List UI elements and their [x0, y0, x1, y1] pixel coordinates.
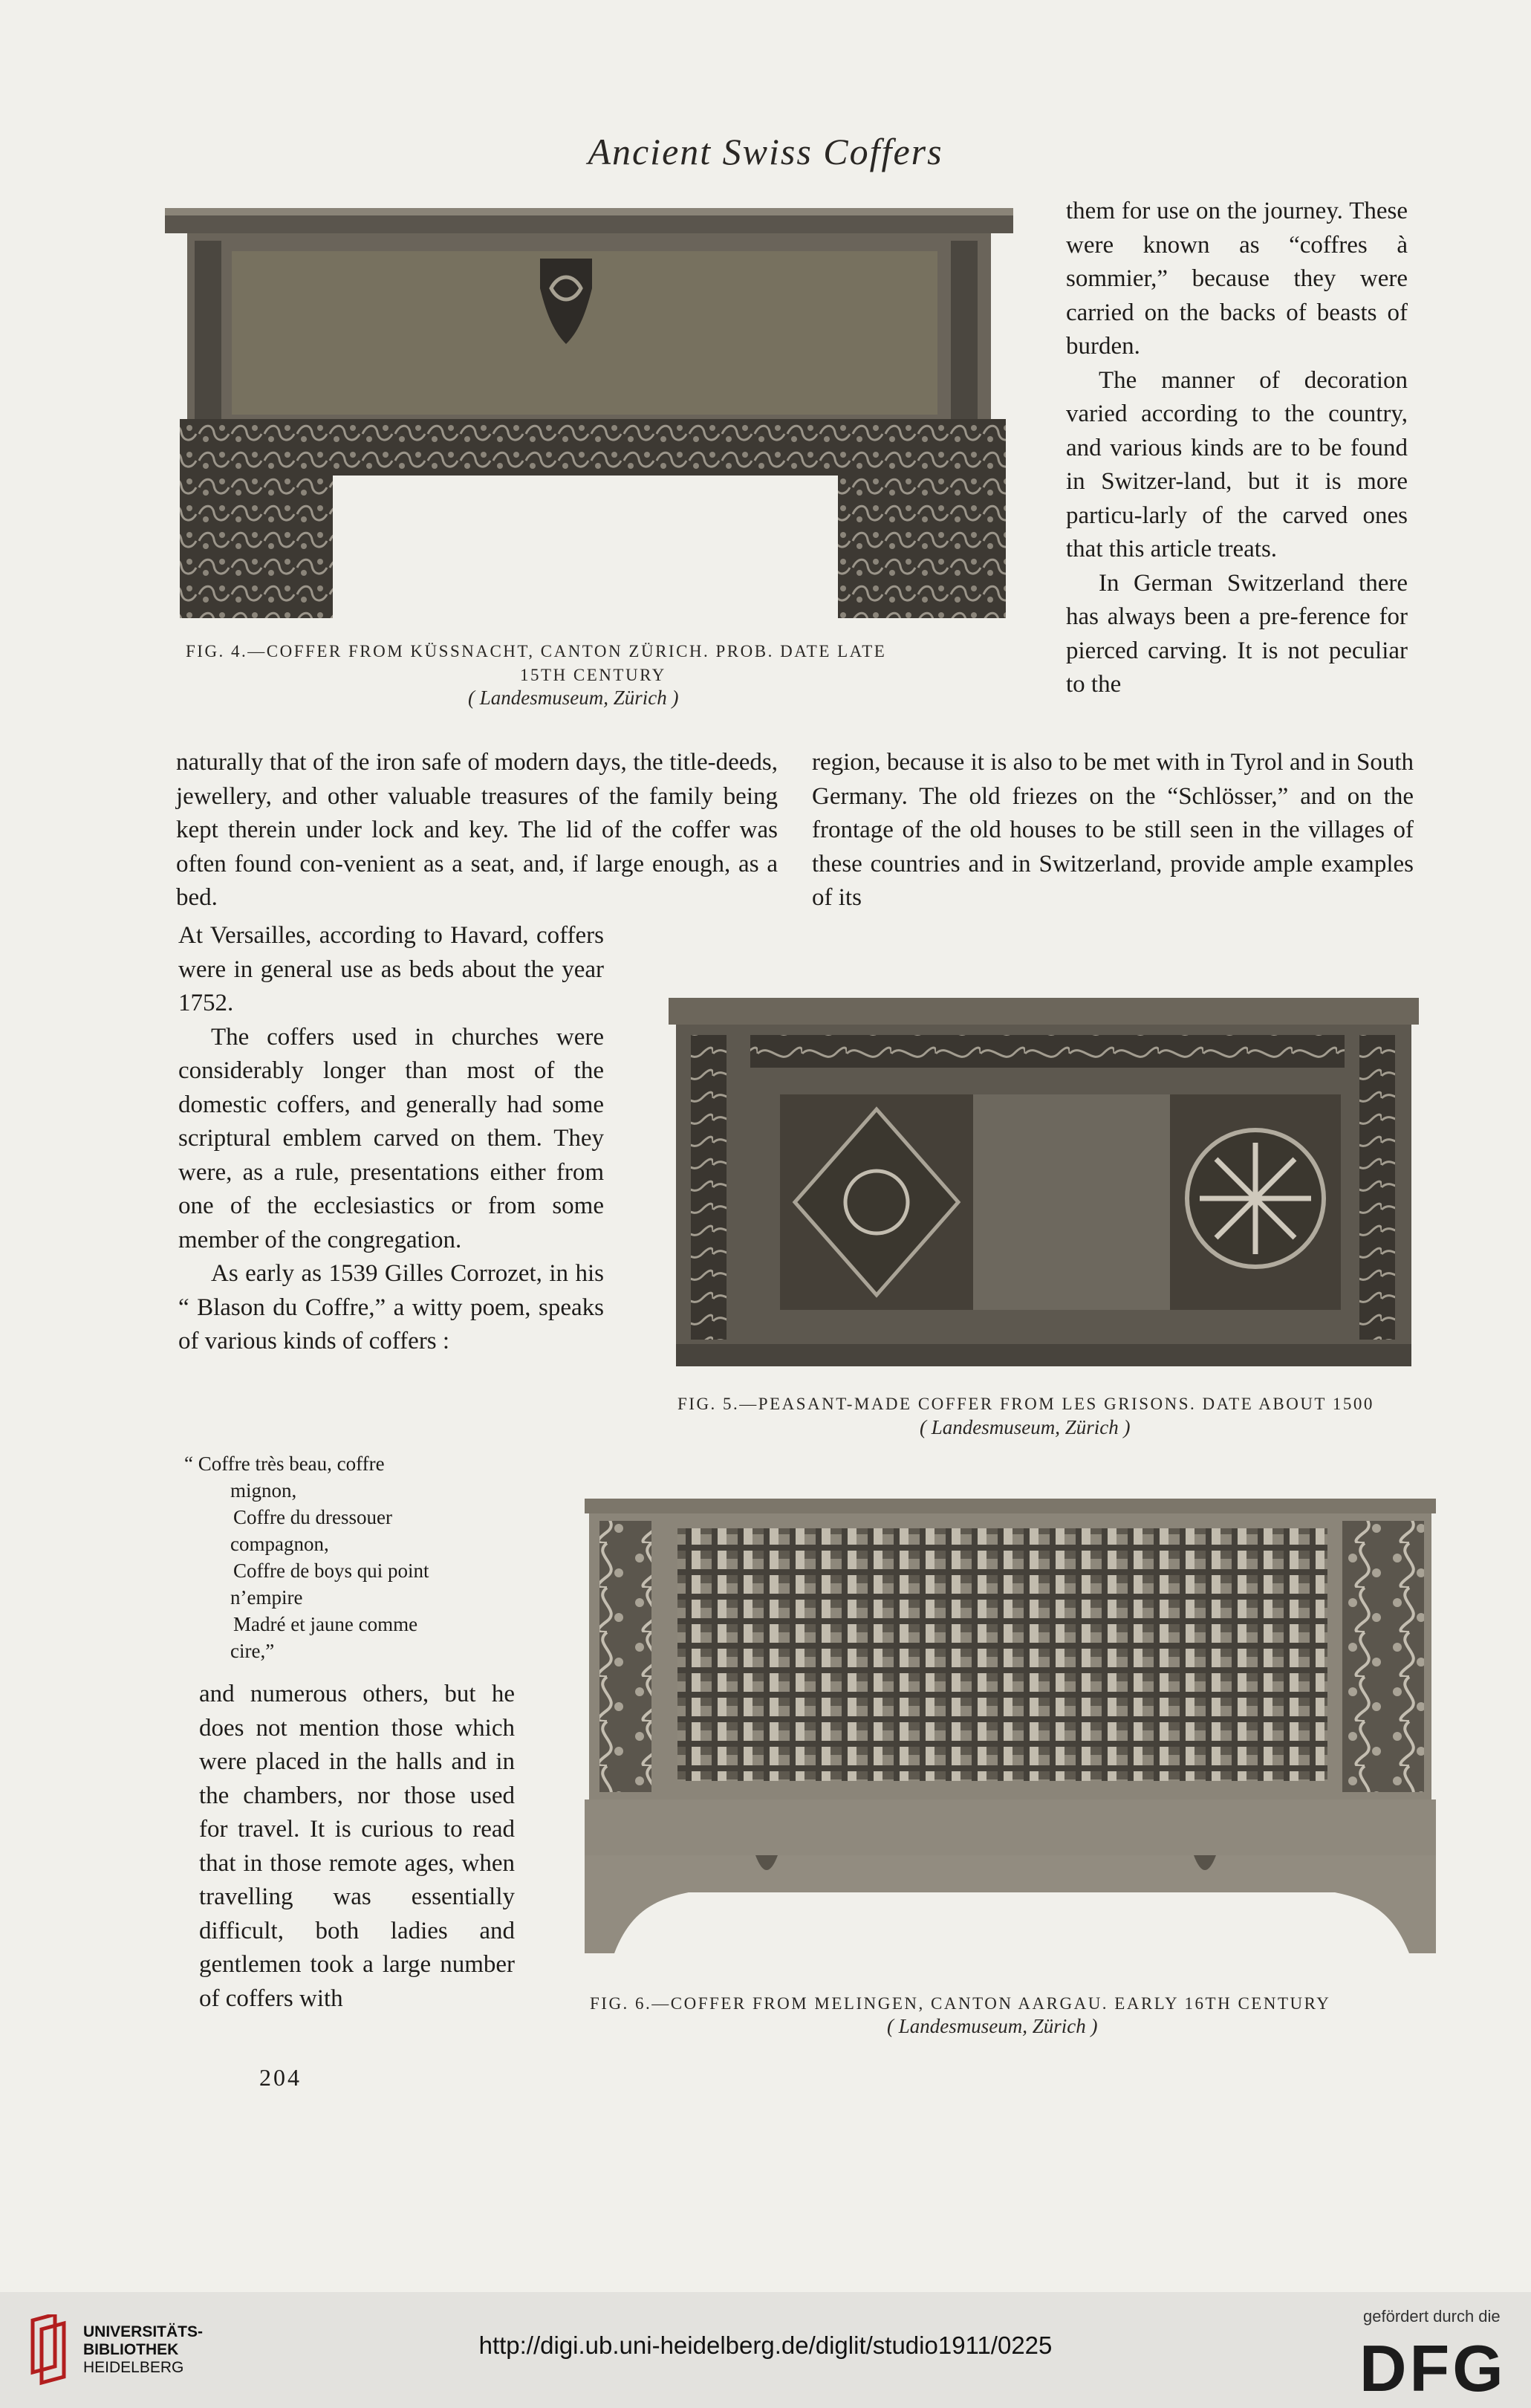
poem-line: Madré et jaune comme [233, 1613, 418, 1635]
fig6-credit: ( Landesmuseum, Zürich ) [887, 2015, 1098, 2037]
poem-line: Coffre du dressouer [233, 1506, 392, 1528]
paragraph: At Versailles, according to Havard, coffers were in general use as beds about the year 1752. [178, 922, 604, 1016]
left-column-paragraph: naturally that of the iron safe of modern days, the title-deeds, jewellery, and other valuable treasures of the family being kept therein under lock and key. The lid of the coffer was often found con-venient as a seat, and, if large enough, as a bed. [176, 749, 778, 911]
paragraph: The coffers used in churches were considerably longer than most of the domestic coffers, and generally had some scriptural emblem carved on them. They were, as a rule, presentations either from one of the ecclesiastics or from some member of the congregation. [178, 1023, 604, 1253]
paragraph: The manner of decoration varied according to the country, and various kinds are to be found in Switzer-land, but it is more particu-larly of the carved ones that this article treats. [1066, 366, 1408, 562]
page-number: 204 [259, 2064, 302, 2091]
poem-line: Coffre de boys qui point [233, 1560, 429, 1582]
poem-line: compagnon, [230, 1533, 329, 1555]
poem-line: “ Coffre très beau, coffre [184, 1453, 385, 1475]
poem-line: cire,” [230, 1640, 275, 1662]
dfg-logo: DFG [1359, 2331, 1506, 2405]
library-city: HEIDELBERG [83, 2359, 184, 2376]
fig4-credit: ( Landesmuseum, Zürich ) [468, 687, 679, 709]
fig5-credit: ( Landesmuseum, Zürich ) [920, 1416, 1131, 1438]
paragraph: As early as 1539 Gilles Corrozet, in his “ Blason du Coffre,” a witty poem, speaks of various kinds of coffers : [178, 1260, 604, 1354]
permalink-url[interactable]: http://digi.ub.uni-heidelberg.de/diglit/studio1911/0225 [478, 2331, 1053, 2359]
paragraph: them for use on the journey. These were known as “coffres à sommier,” because they were carried on the backs of beasts of burden. [1066, 198, 1408, 360]
poem-quotation [184, 1450, 496, 1664]
fig4-coffer-photo [165, 207, 1013, 623]
fig6-coffer-photo [585, 1499, 1436, 1958]
fig5-coffer-photo [669, 998, 1419, 1373]
fig4-caption: FIG. 4.—COFFER FROM KÜSSNACHT, CANTON ZÜRICH. PROB. DATE LATE [186, 642, 887, 661]
fig5-caption: FIG. 5.—PEASANT-MADE COFFER FROM LES GRISONS. DATE ABOUT 1500 [677, 1395, 1374, 1413]
poem-line: n’empire [230, 1586, 303, 1609]
fig4-caption-line2: 15TH CENTURY [520, 666, 666, 684]
left-column-bottom: and numerous others, but he does not mention those which were placed in the halls and in the chambers, nor those used for travel. It is curious to read that in those remote ages, when travelling was essentially difficult, both ladies and gentlemen took a large number of coffers with [199, 1681, 515, 2012]
library-name-line: BIBLIOTHEK [83, 2341, 179, 2358]
library-name-line: UNIVERSITÄTS- [83, 2323, 204, 2340]
digitization-footer [0, 2292, 1531, 2408]
right-column-paragraph: region, because it is also to be met with in Tyrol and in South Germany. The old friezes on the “Schlösser,” and on the frontage of the old houses to be still seen in the villages of these countries and in Switzerland, provide ample examples of its [812, 749, 1414, 911]
poem-line: mignon, [230, 1479, 297, 1502]
right-column-top [1066, 195, 1408, 702]
funding-note: gefördert durch die [1363, 2307, 1501, 2326]
paragraph: In German Switzerland there has always been a pre-ference for pierced carving. It is not peculiar to the [1066, 569, 1408, 698]
left-column-middle [178, 919, 604, 1359]
fig6-caption: FIG. 6.—COFFER FROM MELINGEN, CANTON AARGAU. EARLY 16TH CENTURY [590, 1994, 1331, 2013]
running-head: Ancient Swiss Coffers [588, 131, 943, 172]
